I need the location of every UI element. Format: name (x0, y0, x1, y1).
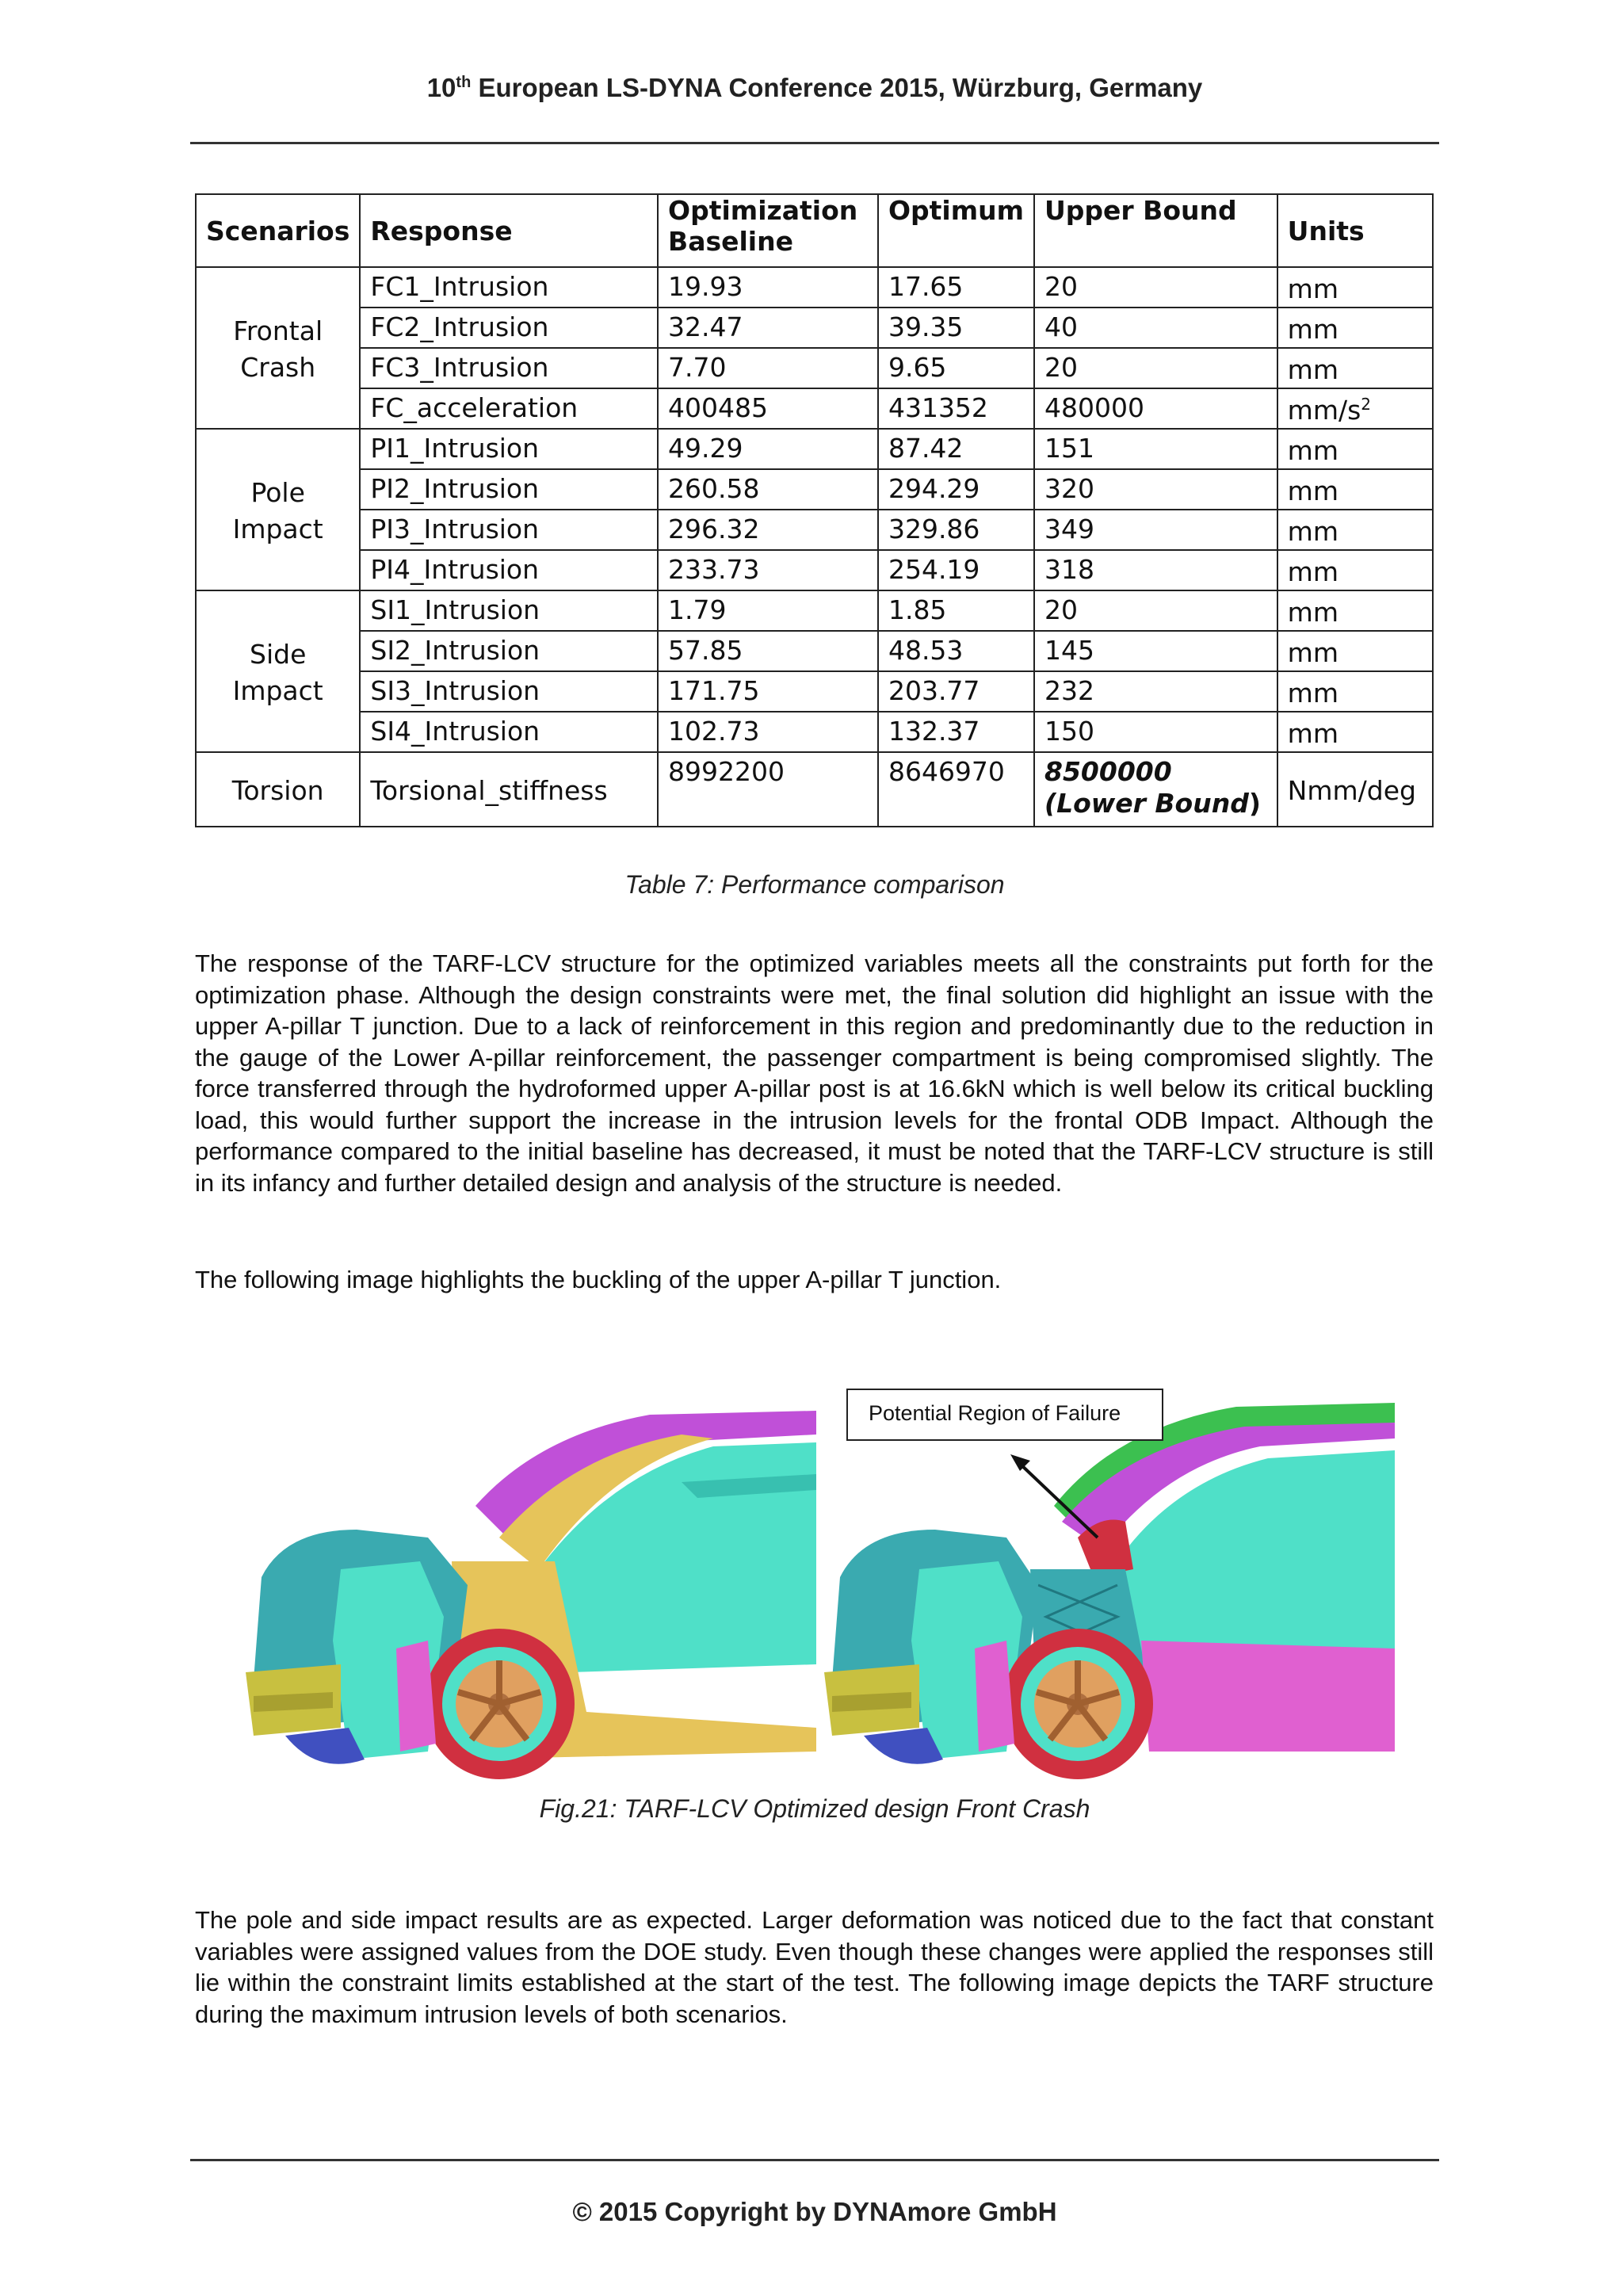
column-header: Upper Bound (1034, 194, 1277, 267)
lower-bound-cell (1034, 752, 1277, 827)
page-footer: © 2015 Copyright by DYNAmore GmbH (572, 2197, 1057, 2226)
response-cell: PI1_Intrusion (360, 429, 658, 469)
table-row (196, 510, 1433, 550)
car-left-baseline (238, 1411, 816, 1779)
optimum-cell: 9.65 (878, 348, 1034, 388)
table-row (196, 631, 1433, 671)
optimum-cell: 17.65 (878, 267, 1034, 308)
response-cell: FC_acceleration (360, 388, 658, 429)
response-cell: PI2_Intrusion (360, 469, 658, 510)
failure-annotation: Potential Region of Failure (846, 1389, 1163, 1441)
unit-cell: mm (1277, 631, 1433, 671)
body-paragraph: The response of the TARF-LCV structure for the optimized variables meets all the constraints put forth for the optimization phase. Although the design constraints were met, the final solution did highlight an issue with the upper A-pillar T junction. Due to a lack of reinforcement in this region and predominantly due to the reduction in the gauge of the Lower A-pillar reinforcement, the passenger compartment is being compromised slightly. The force transferred through the hydroformed upper A-pillar post is at 16.6kN which is well below its critical buckling load, this would further support the increase in the intrusion levels for the frontal ODB Impact. Although the performance compared to the initial baseline has decreased, it must be noted that the TARF-LCV structure is still in its infancy and further detailed design and analysis of the structure is needed. (195, 949, 1434, 1197)
response-cell: PI4_Intrusion (360, 550, 658, 590)
page-header: 10th European LS-DYNA Conference 2015, Würzburg, Germany (426, 73, 1203, 102)
footer-rule (190, 2159, 1439, 2161)
header-rule (190, 142, 1439, 144)
performance-table (195, 193, 1434, 827)
unit-cell: mm (1277, 712, 1433, 752)
unit-cell: mm (1277, 308, 1433, 348)
upper-bound-cell: 232 (1034, 671, 1277, 712)
table-row (196, 712, 1433, 752)
unit-cell: mm (1277, 267, 1433, 308)
table-row (196, 590, 1433, 631)
optimum-cell: 254.19 (878, 550, 1034, 590)
unit-cell: mm (1277, 550, 1433, 590)
baseline-cell: 260.58 (658, 469, 878, 510)
lower-bound-value: 8500000 (1044, 756, 1172, 787)
upper-bound-cell: 40 (1034, 308, 1277, 348)
upper-bound-cell: 349 (1034, 510, 1277, 550)
body-paragraph: The pole and side impact results are as expected. Larger deformation was noticed due to the fact that constant variables were assigned values from the DOE study. Even though these changes were applied the responses still lie within the constraint limits established at the start of the test. The following image depicts the TARF structure during the maximum intrusion levels of both scenarios. (195, 1906, 1434, 2028)
baseline-cell: 32.47 (658, 308, 878, 348)
scenario-cell: Pole Impact (196, 429, 360, 590)
baseline-cell: 171.75 (658, 671, 878, 712)
response-cell: FC2_Intrusion (360, 308, 658, 348)
optimum-cell: 39.35 (878, 308, 1034, 348)
baseline-cell: 296.32 (658, 510, 878, 550)
table-caption: Table 7: Performance comparison (624, 870, 1005, 899)
upper-bound-cell: 20 (1034, 590, 1277, 631)
unit-cell: mm (1277, 469, 1433, 510)
optimum-cell: 431352 (878, 388, 1034, 429)
optimum-cell: 203.77 (878, 671, 1034, 712)
figure-caption: Fig.21: TARF-LCV Optimized design Front Crash (539, 1794, 1090, 1823)
baseline-cell: 7.70 (658, 348, 878, 388)
column-header: Optimum (878, 194, 1034, 267)
column-header: Response (360, 194, 658, 267)
upper-bound-cell: 20 (1034, 267, 1277, 308)
optimum-cell: 48.53 (878, 631, 1034, 671)
table-row (196, 671, 1433, 712)
unit-cell: Nmm/deg (1277, 752, 1433, 827)
response-cell: SI1_Intrusion (360, 590, 658, 631)
unit-cell: mm (1277, 590, 1433, 631)
optimum-cell: 132.37 (878, 712, 1034, 752)
unit-cell: $mm/s^2$ (1277, 388, 1433, 429)
upper-bound-cell: 151 (1034, 429, 1277, 469)
baseline-cell: 19.93 (658, 267, 878, 308)
column-header: Scenarios (196, 194, 360, 267)
baseline-cell: 57.85 (658, 631, 878, 671)
table-row (196, 550, 1433, 590)
upper-bound-cell: 150 (1034, 712, 1277, 752)
body-paragraph: The following image highlights the buckling of the upper A-pillar T junction. (195, 1266, 1002, 1293)
table-row (196, 308, 1433, 348)
baseline-cell: 102.73 (658, 712, 878, 752)
baseline-cell: 49.29 (658, 429, 878, 469)
unit-cell: mm (1277, 671, 1433, 712)
scenario-cell: Frontal Crash (196, 267, 360, 429)
baseline-cell: 8992200 (658, 752, 878, 827)
column-header: Units (1277, 194, 1433, 267)
unit-cell: mm (1277, 348, 1433, 388)
baseline-cell: 233.73 (658, 550, 878, 590)
upper-bound-cell: 145 (1034, 631, 1277, 671)
table-row (196, 267, 1433, 308)
response-cell: PI3_Intrusion (360, 510, 658, 550)
response-cell: SI3_Intrusion (360, 671, 658, 712)
response-cell: SI4_Intrusion (360, 712, 658, 752)
table-row (196, 388, 1433, 429)
baseline-cell: 1.79 (658, 590, 878, 631)
upper-bound-cell: 20 (1034, 348, 1277, 388)
optimum-cell: 87.42 (878, 429, 1034, 469)
response-cell: FC1_Intrusion (360, 267, 658, 308)
upper-bound-cell: 320 (1034, 469, 1277, 510)
response-cell: SI2_Intrusion (360, 631, 658, 671)
column-header: Optimization Baseline (658, 194, 878, 267)
optimum-cell: 1.85 (878, 590, 1034, 631)
optimum-cell: 329.86 (878, 510, 1034, 550)
upper-bound-cell: 480000 (1034, 388, 1277, 429)
unit-cell: mm (1277, 510, 1433, 550)
crash-simulation-image (238, 1379, 1395, 1791)
table-row (196, 348, 1433, 388)
baseline-cell: 400485 (658, 388, 878, 429)
crash-figure (238, 1379, 1395, 1791)
lower-bound-label: (Lower Bound) (1044, 787, 1261, 819)
upper-bound-cell: 318 (1034, 550, 1277, 590)
response-cell: Torsional_stiffness (360, 752, 658, 827)
table-row (196, 429, 1433, 469)
optimum-cell: 294.29 (878, 469, 1034, 510)
car-right-optimized (816, 1403, 1395, 1779)
table-row-torsion (196, 752, 1433, 827)
table-row (196, 469, 1433, 510)
table-header-row (196, 194, 1433, 267)
optimum-cell: 8646970 (878, 752, 1034, 827)
scenario-cell: Torsion (196, 752, 360, 827)
response-cell: FC3_Intrusion (360, 348, 658, 388)
scenario-cell: Side Impact (196, 590, 360, 752)
unit-cell: mm (1277, 429, 1433, 469)
